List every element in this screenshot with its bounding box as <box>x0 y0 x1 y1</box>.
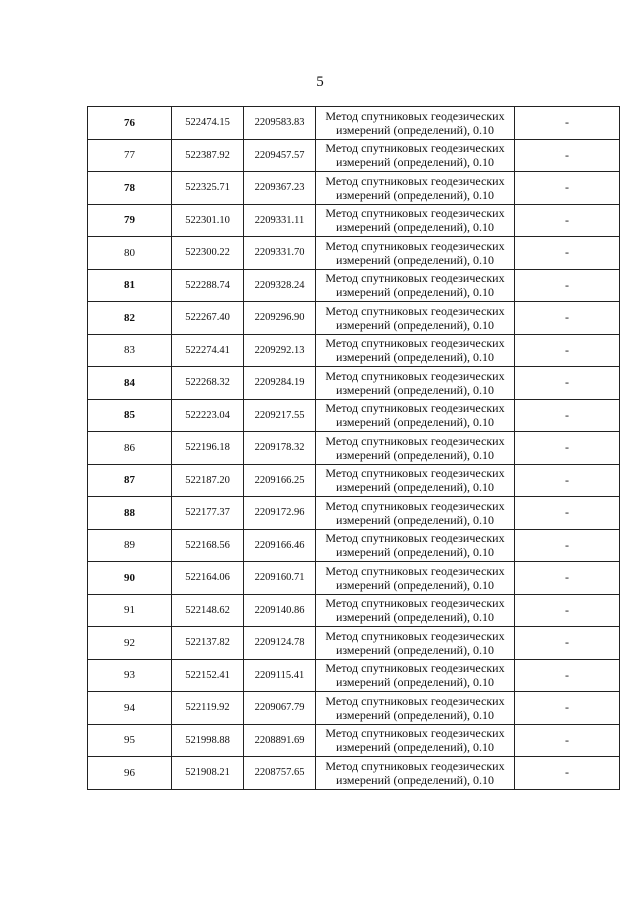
table-row <box>88 107 620 140</box>
x-coordinate-cell: 522325.71 <box>172 172 244 205</box>
y-coordinate-cell: 2209331.11 <box>244 204 316 237</box>
x-coordinate-cell: 522137.82 <box>172 627 244 660</box>
method-line-1: Метод спутниковых геодезических <box>325 401 505 416</box>
method-cell <box>316 107 515 140</box>
x-coordinate-cell: 522300.22 <box>172 237 244 270</box>
extra-value-cell: - <box>515 139 620 172</box>
method-cell <box>316 724 515 757</box>
point-number-cell: 93 <box>88 659 172 692</box>
extra-value-cell: - <box>515 594 620 627</box>
point-number-cell: 89 <box>88 529 172 562</box>
method-line-1: Метод спутниковых геодезических <box>325 466 505 481</box>
method-line-1: Метод спутниковых геодезических <box>325 726 505 741</box>
table-row <box>88 399 620 432</box>
table-row <box>88 367 620 400</box>
point-number-cell: 86 <box>88 432 172 465</box>
point-number-cell: 81 <box>88 269 172 302</box>
point-number-cell: 92 <box>88 627 172 660</box>
method-line-1: Метод спутниковых геодезических <box>325 336 505 351</box>
point-number-cell: 80 <box>88 237 172 270</box>
method-line-1: Метод спутниковых геодезических <box>325 531 505 546</box>
method-line-2: измерений (определений), 0.10 <box>335 382 495 397</box>
method-line-1: Метод спутниковых геодезических <box>325 693 505 708</box>
method-cell <box>316 432 515 465</box>
extra-value-cell: - <box>515 334 620 367</box>
y-coordinate-cell: 2209583.83 <box>244 107 316 140</box>
extra-value-cell: - <box>515 269 620 302</box>
method-line-2: измерений (определений), 0.10 <box>335 317 495 332</box>
method-line-1: Метод спутниковых геодезических <box>325 628 505 643</box>
table-row <box>88 237 620 270</box>
x-coordinate-cell: 522177.37 <box>172 497 244 530</box>
table-row <box>88 659 620 692</box>
x-coordinate-cell: 522148.62 <box>172 594 244 627</box>
table-row <box>88 562 620 595</box>
method-line-1: Метод спутниковых геодезических <box>325 596 505 611</box>
point-number-cell: 82 <box>88 302 172 335</box>
method-line-1: Метод спутниковых геодезических <box>325 368 505 383</box>
y-coordinate-cell: 2208891.69 <box>244 724 316 757</box>
extra-value-cell: - <box>515 724 620 757</box>
method-cell <box>316 627 515 660</box>
method-line-1: Метод спутниковых геодезических <box>325 238 505 253</box>
y-coordinate-cell: 2209296.90 <box>244 302 316 335</box>
method-line-2: измерений (определений), 0.10 <box>335 122 495 137</box>
method-cell <box>316 302 515 335</box>
method-line-2: измерений (определений), 0.10 <box>335 675 495 690</box>
extra-value-cell: - <box>515 204 620 237</box>
method-cell <box>316 497 515 530</box>
table-row <box>88 464 620 497</box>
x-coordinate-cell: 522268.32 <box>172 367 244 400</box>
method-cell <box>316 139 515 172</box>
x-coordinate-cell: 521908.21 <box>172 757 244 790</box>
table-row <box>88 627 620 660</box>
y-coordinate-cell: 2209172.96 <box>244 497 316 530</box>
x-coordinate-cell: 522474.15 <box>172 107 244 140</box>
method-line-2: измерений (определений), 0.10 <box>335 155 495 170</box>
extra-value-cell: - <box>515 399 620 432</box>
method-cell <box>316 172 515 205</box>
extra-value-cell: - <box>515 172 620 205</box>
x-coordinate-cell: 522274.41 <box>172 334 244 367</box>
extra-value-cell: - <box>515 237 620 270</box>
method-line-2: измерений (определений), 0.10 <box>335 545 495 560</box>
table-row <box>88 302 620 335</box>
point-number-cell: 96 <box>88 757 172 790</box>
method-line-2: измерений (определений), 0.10 <box>335 447 495 462</box>
y-coordinate-cell: 2209160.71 <box>244 562 316 595</box>
method-cell <box>316 367 515 400</box>
point-number-cell: 85 <box>88 399 172 432</box>
y-coordinate-cell: 2209284.19 <box>244 367 316 400</box>
y-coordinate-cell: 2209217.55 <box>244 399 316 432</box>
point-number-cell: 87 <box>88 464 172 497</box>
method-line-1: Метод спутниковых геодезических <box>325 563 505 578</box>
table-row <box>88 432 620 465</box>
method-line-2: измерений (определений), 0.10 <box>335 285 495 300</box>
table-row <box>88 529 620 562</box>
table-row <box>88 139 620 172</box>
coordinates-table-body <box>88 107 620 790</box>
table-row <box>88 692 620 725</box>
method-line-2: измерений (определений), 0.10 <box>335 415 495 430</box>
method-line-1: Метод спутниковых геодезических <box>325 303 505 318</box>
y-coordinate-cell: 2209140.86 <box>244 594 316 627</box>
x-coordinate-cell: 522288.74 <box>172 269 244 302</box>
method-cell <box>316 594 515 627</box>
y-coordinate-cell: 2209331.70 <box>244 237 316 270</box>
y-coordinate-cell: 2209124.78 <box>244 627 316 660</box>
coordinates-table <box>87 106 620 790</box>
method-line-2: измерений (определений), 0.10 <box>335 707 495 722</box>
x-coordinate-cell: 522164.06 <box>172 562 244 595</box>
x-coordinate-cell: 522168.56 <box>172 529 244 562</box>
method-cell <box>316 399 515 432</box>
y-coordinate-cell: 2209166.25 <box>244 464 316 497</box>
x-coordinate-cell: 522119.92 <box>172 692 244 725</box>
extra-value-cell: - <box>515 529 620 562</box>
point-number-cell: 88 <box>88 497 172 530</box>
x-coordinate-cell: 522196.18 <box>172 432 244 465</box>
y-coordinate-cell: 2209166.46 <box>244 529 316 562</box>
method-cell <box>316 529 515 562</box>
method-line-2: измерений (определений), 0.10 <box>335 512 495 527</box>
page-number: 5 <box>316 74 324 90</box>
point-number-cell: 91 <box>88 594 172 627</box>
method-cell <box>316 562 515 595</box>
point-number-cell: 90 <box>88 562 172 595</box>
point-number-cell: 78 <box>88 172 172 205</box>
method-line-2: измерений (определений), 0.10 <box>335 187 495 202</box>
x-coordinate-cell: 522267.40 <box>172 302 244 335</box>
method-cell <box>316 659 515 692</box>
extra-value-cell: - <box>515 367 620 400</box>
table-row <box>88 757 620 790</box>
method-line-2: измерений (определений), 0.10 <box>335 610 495 625</box>
extra-value-cell: - <box>515 562 620 595</box>
extra-value-cell: - <box>515 302 620 335</box>
y-coordinate-cell: 2209115.41 <box>244 659 316 692</box>
method-line-2: измерений (определений), 0.10 <box>335 772 495 787</box>
point-number-cell: 76 <box>88 107 172 140</box>
method-line-1: Метод спутниковых геодезических <box>325 108 505 123</box>
extra-value-cell: - <box>515 659 620 692</box>
method-line-1: Метод спутниковых геодезических <box>325 271 505 286</box>
method-line-2: измерений (определений), 0.10 <box>335 252 495 267</box>
table-row <box>88 204 620 237</box>
extra-value-cell: - <box>515 497 620 530</box>
method-cell <box>316 757 515 790</box>
method-line-1: Метод спутниковых геодезических <box>325 498 505 513</box>
y-coordinate-cell: 2208757.65 <box>244 757 316 790</box>
point-number-cell: 77 <box>88 139 172 172</box>
method-line-2: измерений (определений), 0.10 <box>335 480 495 495</box>
y-coordinate-cell: 2209067.79 <box>244 692 316 725</box>
table-row <box>88 594 620 627</box>
method-cell <box>316 464 515 497</box>
x-coordinate-cell: 522301.10 <box>172 204 244 237</box>
table-row <box>88 269 620 302</box>
y-coordinate-cell: 2209457.57 <box>244 139 316 172</box>
method-line-2: измерений (определений), 0.10 <box>335 577 495 592</box>
method-line-1: Метод спутниковых геодезических <box>325 141 505 156</box>
x-coordinate-cell: 522223.04 <box>172 399 244 432</box>
x-coordinate-cell: 522152.41 <box>172 659 244 692</box>
x-coordinate-cell: 522187.20 <box>172 464 244 497</box>
method-cell <box>316 237 515 270</box>
point-number-cell: 83 <box>88 334 172 367</box>
extra-value-cell: - <box>515 432 620 465</box>
point-number-cell: 95 <box>88 724 172 757</box>
method-line-1: Метод спутниковых геодезических <box>325 173 505 188</box>
method-line-2: измерений (определений), 0.10 <box>335 740 495 755</box>
method-line-1: Метод спутниковых геодезических <box>325 206 505 221</box>
y-coordinate-cell: 2209328.24 <box>244 269 316 302</box>
extra-value-cell: - <box>515 464 620 497</box>
table-row <box>88 334 620 367</box>
table-row <box>88 497 620 530</box>
method-line-2: измерений (определений), 0.10 <box>335 642 495 657</box>
y-coordinate-cell: 2209367.23 <box>244 172 316 205</box>
x-coordinate-cell: 522387.92 <box>172 139 244 172</box>
point-number-cell: 94 <box>88 692 172 725</box>
method-line-1: Метод спутниковых геодезических <box>325 433 505 448</box>
table-row <box>88 172 620 205</box>
y-coordinate-cell: 2209292.13 <box>244 334 316 367</box>
method-line-2: измерений (определений), 0.10 <box>335 350 495 365</box>
table-row <box>88 724 620 757</box>
method-line-1: Метод спутниковых геодезических <box>325 758 505 773</box>
method-cell <box>316 692 515 725</box>
point-number-cell: 79 <box>88 204 172 237</box>
extra-value-cell: - <box>515 757 620 790</box>
point-number-cell: 84 <box>88 367 172 400</box>
method-cell <box>316 334 515 367</box>
x-coordinate-cell: 521998.88 <box>172 724 244 757</box>
method-cell <box>316 204 515 237</box>
extra-value-cell: - <box>515 692 620 725</box>
method-line-1: Метод спутниковых геодезических <box>325 661 505 676</box>
extra-value-cell: - <box>515 107 620 140</box>
y-coordinate-cell: 2209178.32 <box>244 432 316 465</box>
method-cell <box>316 269 515 302</box>
method-line-2: измерений (определений), 0.10 <box>335 220 495 235</box>
extra-value-cell: - <box>515 627 620 660</box>
